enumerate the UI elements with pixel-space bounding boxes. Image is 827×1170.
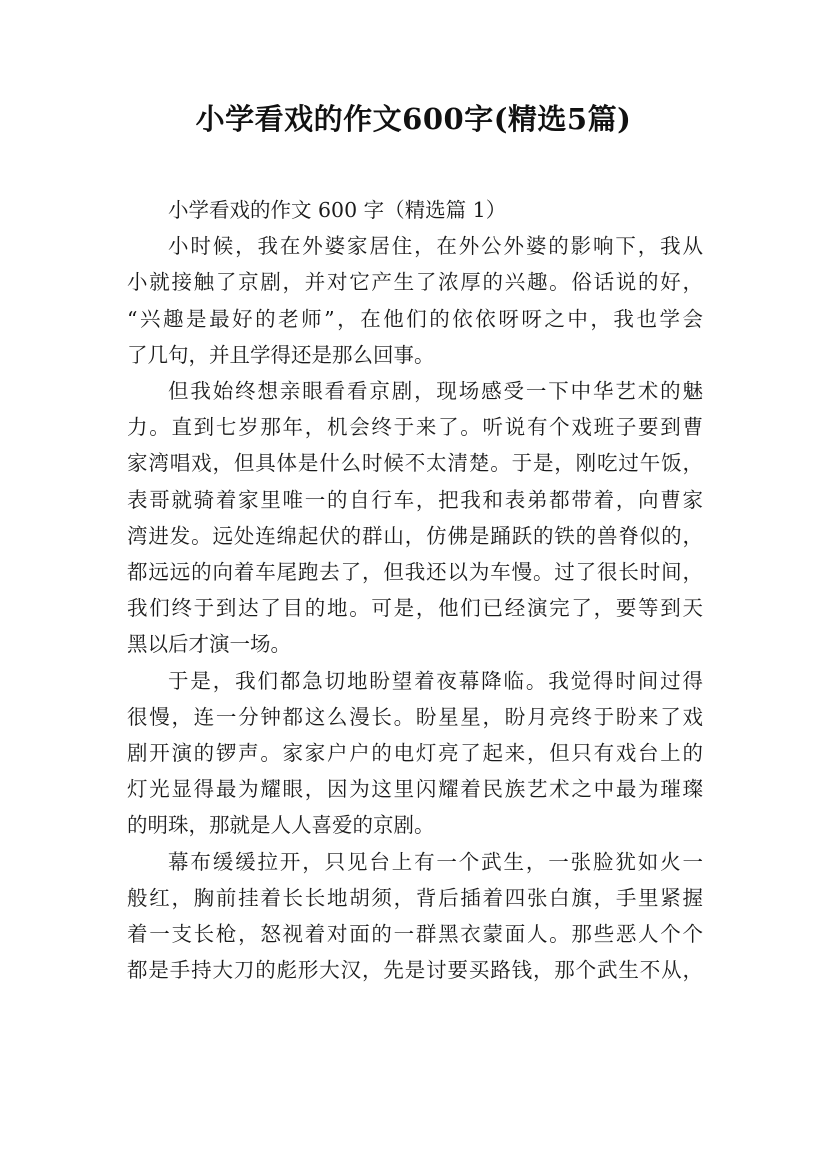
paragraph-line: 幕布缓缓拉开，只见台上有一个武生，一张脸犹如火一 bbox=[168, 849, 703, 874]
paragraph-container bbox=[127, 228, 703, 988]
paragraph-line: 家湾唱戏，但具体是什么时候不太清楚。于是，刚吃过午饭， bbox=[127, 451, 703, 476]
paragraph bbox=[127, 373, 703, 663]
paragraph-line: “兴趣是最好的老师”，在他们的依依呀呀之中，我也学会 bbox=[127, 306, 703, 331]
paragraph-line: 剧开演的锣声。家家户户的电灯亮了起来，但只有戏台上的 bbox=[127, 741, 703, 766]
section-subtitle: 小学看戏的作文 600 字（精选篇 1） bbox=[168, 198, 507, 222]
paragraph-line: 很慢，连一分钟都这么漫长。盼星星，盼月亮终于盼来了戏 bbox=[127, 704, 703, 729]
paragraph-line: 力。直到七岁那年，机会终于来了。听说有个戏班子要到曹 bbox=[127, 415, 703, 440]
document-title: 小学看戏的作文600字(精选5篇) bbox=[195, 102, 632, 136]
paragraph-line: 表哥就骑着家里唯一的自行车，把我和表弟都带着，向曹家 bbox=[127, 487, 703, 512]
paragraph-line: 湾进发。远处连绵起伏的群山，仿佛是踊跃的铁的兽脊似的， bbox=[127, 523, 703, 548]
paragraph-line: 般红，胸前挂着长长地胡须，背后插着四张白旗，手里紧握 bbox=[127, 885, 703, 910]
paragraph-line: 于是，我们都急切地盼望着夜幕降临。我觉得时间过得 bbox=[168, 668, 703, 693]
paragraph-line: 了几句，并且学得还是那么回事。 bbox=[127, 342, 435, 367]
paragraph-line: 小时候，我在外婆家居住，在外公外婆的影响下，我从 bbox=[168, 234, 703, 259]
paragraph-line: 我们终于到达了目的地。可是，他们已经演完了，要等到天 bbox=[127, 596, 703, 621]
paragraph bbox=[127, 228, 703, 373]
paragraph-line: 黑以后才演一场。 bbox=[127, 632, 291, 657]
paragraph bbox=[127, 844, 703, 989]
paragraph-line: 但我始终想亲眼看看京剧，现场感受一下中华艺术的魅 bbox=[168, 379, 703, 404]
paragraph-line: 的明珠，那就是人人喜爱的京剧。 bbox=[127, 813, 435, 838]
paragraph-line: 着一支长枪，怒视着对面的一群黑衣蒙面人。那些恶人个个 bbox=[127, 922, 703, 947]
paragraph-line: 都远远的向着车尾跑去了，但我还以为车慢。过了很长时间， bbox=[127, 560, 703, 585]
document-body bbox=[127, 192, 703, 988]
paragraph-line: 灯光显得最为耀眼，因为这里闪耀着民族艺术之中最为璀璨 bbox=[127, 777, 703, 802]
paragraph-line: 都是手持大刀的彪形大汉，先是讨要买路钱，那个武生不从， bbox=[127, 958, 703, 983]
paragraph bbox=[127, 663, 703, 844]
paragraph-line: 小就接触了京剧，并对它产生了浓厚的兴趣。俗话说的好， bbox=[127, 270, 703, 295]
